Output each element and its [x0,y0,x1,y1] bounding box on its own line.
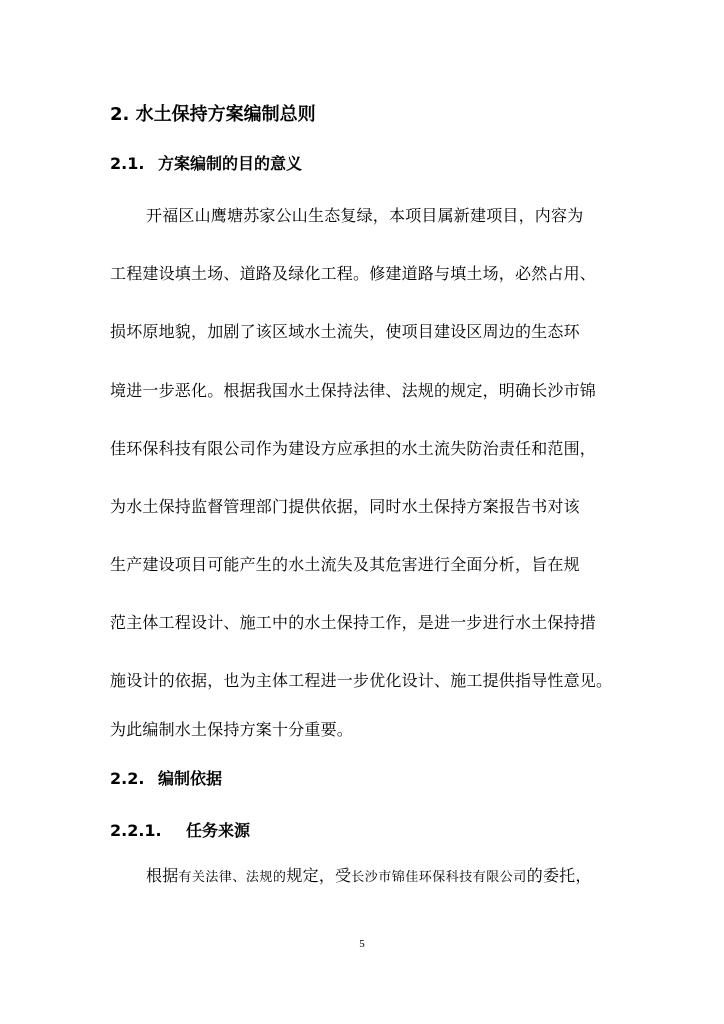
text-run: 有关法律、法规的 [178,870,287,885]
paragraph-line: 为此编制水土保持方案十分重要。 [110,720,354,739]
chapter-heading: 2. 水土保持方案编制总则 [110,104,316,125]
paragraph-line: 开福区山鹰塘苏家公山生态复绿，本项目属新建项目，内容为 [146,206,584,225]
text-run: 规定，受 [286,866,352,885]
text-run: 根据 [146,866,179,885]
section-heading-2-1 [110,151,302,177]
section-number: 2.1. [110,154,145,173]
paragraph-line: 损坏原地貌，加剧了该区域水土流失，使项目建设区周边的生态环 [110,322,580,341]
text-run: 长沙市锦佳环保科技有限公司 [351,870,527,885]
page-number: 5 [359,938,365,950]
section-title: 方案编制的目的意义 [158,154,303,173]
text-run: 的委托， [526,866,592,885]
paragraph-line: 工程建设填土场、道路及绿化工程。修建道路与填土场，必然占用、 [110,264,597,283]
subsection-heading-2-2-1 [110,818,250,844]
section-heading-2-2 [110,766,222,792]
paragraph-line: 为水土保持监督管理部门提供依据，同时水土保持方案报告书对该 [110,497,580,516]
subsection-number: 2.2.1. [110,821,162,840]
subsection-title: 任务来源 [186,821,251,840]
paragraph-line: 境进一步恶化。根据我国水土保持法律、法规的规定，明确长沙市锦 [110,381,597,400]
paragraph-line: 佳环保科技有限公司作为建设方应承担的水土流失防治责任和范围， [110,439,597,458]
section-number: 2.2. [110,769,145,788]
paragraph-line: 施设计的依据，也为主体工程进一步优化设计、施工提供指导性意见。 [110,671,613,690]
paragraph-line [146,864,666,890]
paragraph-line: 生产建设项目可能产生的水土流失及其危害进行全面分析，旨在规 [110,555,580,574]
section-title: 编制依据 [158,769,223,788]
paragraph-line: 范主体工程设计、施工中的水土保持工作，是进一步进行水土保持措 [110,613,597,632]
